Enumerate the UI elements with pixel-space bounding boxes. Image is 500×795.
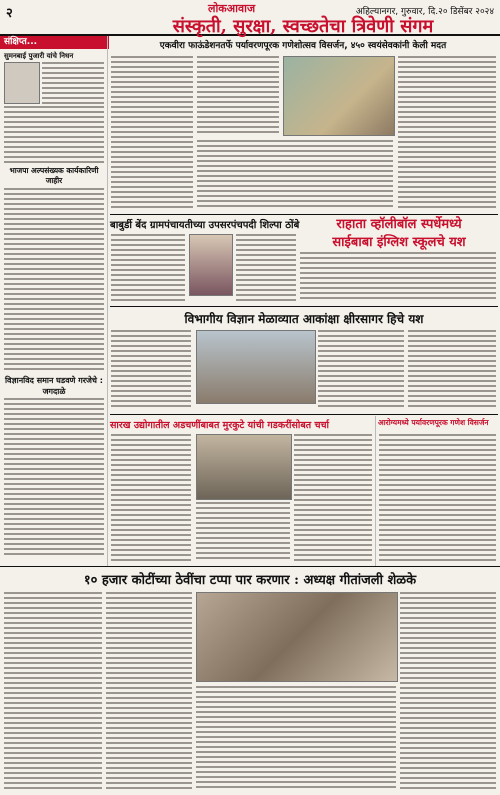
brief-title-2: भाजपा अल्पसंख्यक कार्यकारिणी जाहीर (9, 166, 99, 185)
arogya-headline: आरोग्यमध्ये पर्यावरणपूरक गणेश विसर्जन (378, 418, 489, 427)
vibhag-headline: विभागीय विज्ञान मेळाव्यात आकांक्षा क्षीरसागर हिचे यश (184, 312, 424, 326)
rahata-headline: राहाता व्हॉलीबॉल स्पर्धेमध्ये (336, 217, 462, 232)
babu-text-1 (111, 234, 185, 304)
babu-photo (189, 234, 233, 296)
babu-text-2 (236, 234, 296, 304)
babu-headline: बाबुर्डी बेंद ग्रामपंचायतीच्या उपसरपंचपदी शिल्पा ठोंबे (110, 220, 300, 231)
sarkar-text-3 (294, 434, 372, 564)
column-divider (107, 36, 108, 566)
column-divider-2 (375, 416, 376, 566)
sarkar-text-2 (196, 502, 290, 564)
page-number: २ (6, 6, 13, 21)
rahata-text (300, 252, 496, 304)
briefs-label: संक्षिप्त... (0, 36, 109, 49)
bottom-text-3 (196, 686, 396, 792)
newspaper-logo: लोकआवाज (208, 2, 256, 15)
bottom-text-1 (4, 592, 102, 792)
lead-story-col-2 (197, 56, 279, 136)
brief-text-1 (42, 62, 104, 106)
section-rule-4 (0, 566, 500, 567)
date-line: अहिल्यानगर, गुरुवार, दि.२० डिसेंबर २०२४ (355, 7, 494, 17)
lead-story-photo (283, 56, 395, 136)
brief-text-1b (4, 106, 104, 166)
obituary-photo (4, 62, 40, 104)
sarkar-text-1 (111, 434, 191, 564)
rahata-headline-2: साईबाबा इंग्लिश स्कूलचे यश (332, 235, 466, 250)
brief-title-3: विज्ञानविद समान घडवणे गरजेचे : जगदाळे (4, 376, 103, 396)
sarkar-headline: सारख उद्योगातील अडचणींबाबत मुरकुटे यांची गडकरींसोबत चर्चा (110, 420, 330, 431)
bottom-headline: १० हजार कोटींच्या ठेवींचा टप्पा पार करणार : अध्यक्ष गीतांजली शेळके (83, 573, 417, 588)
bottom-text-4 (400, 592, 496, 792)
bottom-text-2 (106, 592, 192, 792)
lead-story-col-1 (111, 56, 193, 211)
section-rule-3 (110, 414, 498, 415)
section-rule-2 (110, 306, 498, 307)
sarkar-photo (196, 434, 292, 500)
brief-text-3 (4, 398, 104, 560)
bottom-photo (196, 592, 398, 682)
vibhag-photo (196, 330, 316, 404)
vibhag-text-1 (111, 330, 191, 410)
vibhag-text-2 (318, 330, 404, 410)
arogya-text (379, 434, 496, 564)
lead-story-col-3 (398, 56, 496, 211)
lead-story-col-4 (197, 140, 393, 210)
brief-text-2 (4, 188, 104, 373)
banner-subhead: एकवीरा फाऊंडेशनतर्फे पर्यावरणपूरक गणेशोत्सव विसर्जन, ४५० स्वयंसेवकांनी केली मदत (159, 41, 447, 51)
banner-headline: संस्कृती, सुरक्षा, स्वच्छतेचा त्रिवेणी संगम (172, 16, 434, 37)
vibhag-text-3 (408, 330, 496, 410)
brief-title-1: सुमनबाई पुजारी यांचे निधन (4, 52, 74, 60)
